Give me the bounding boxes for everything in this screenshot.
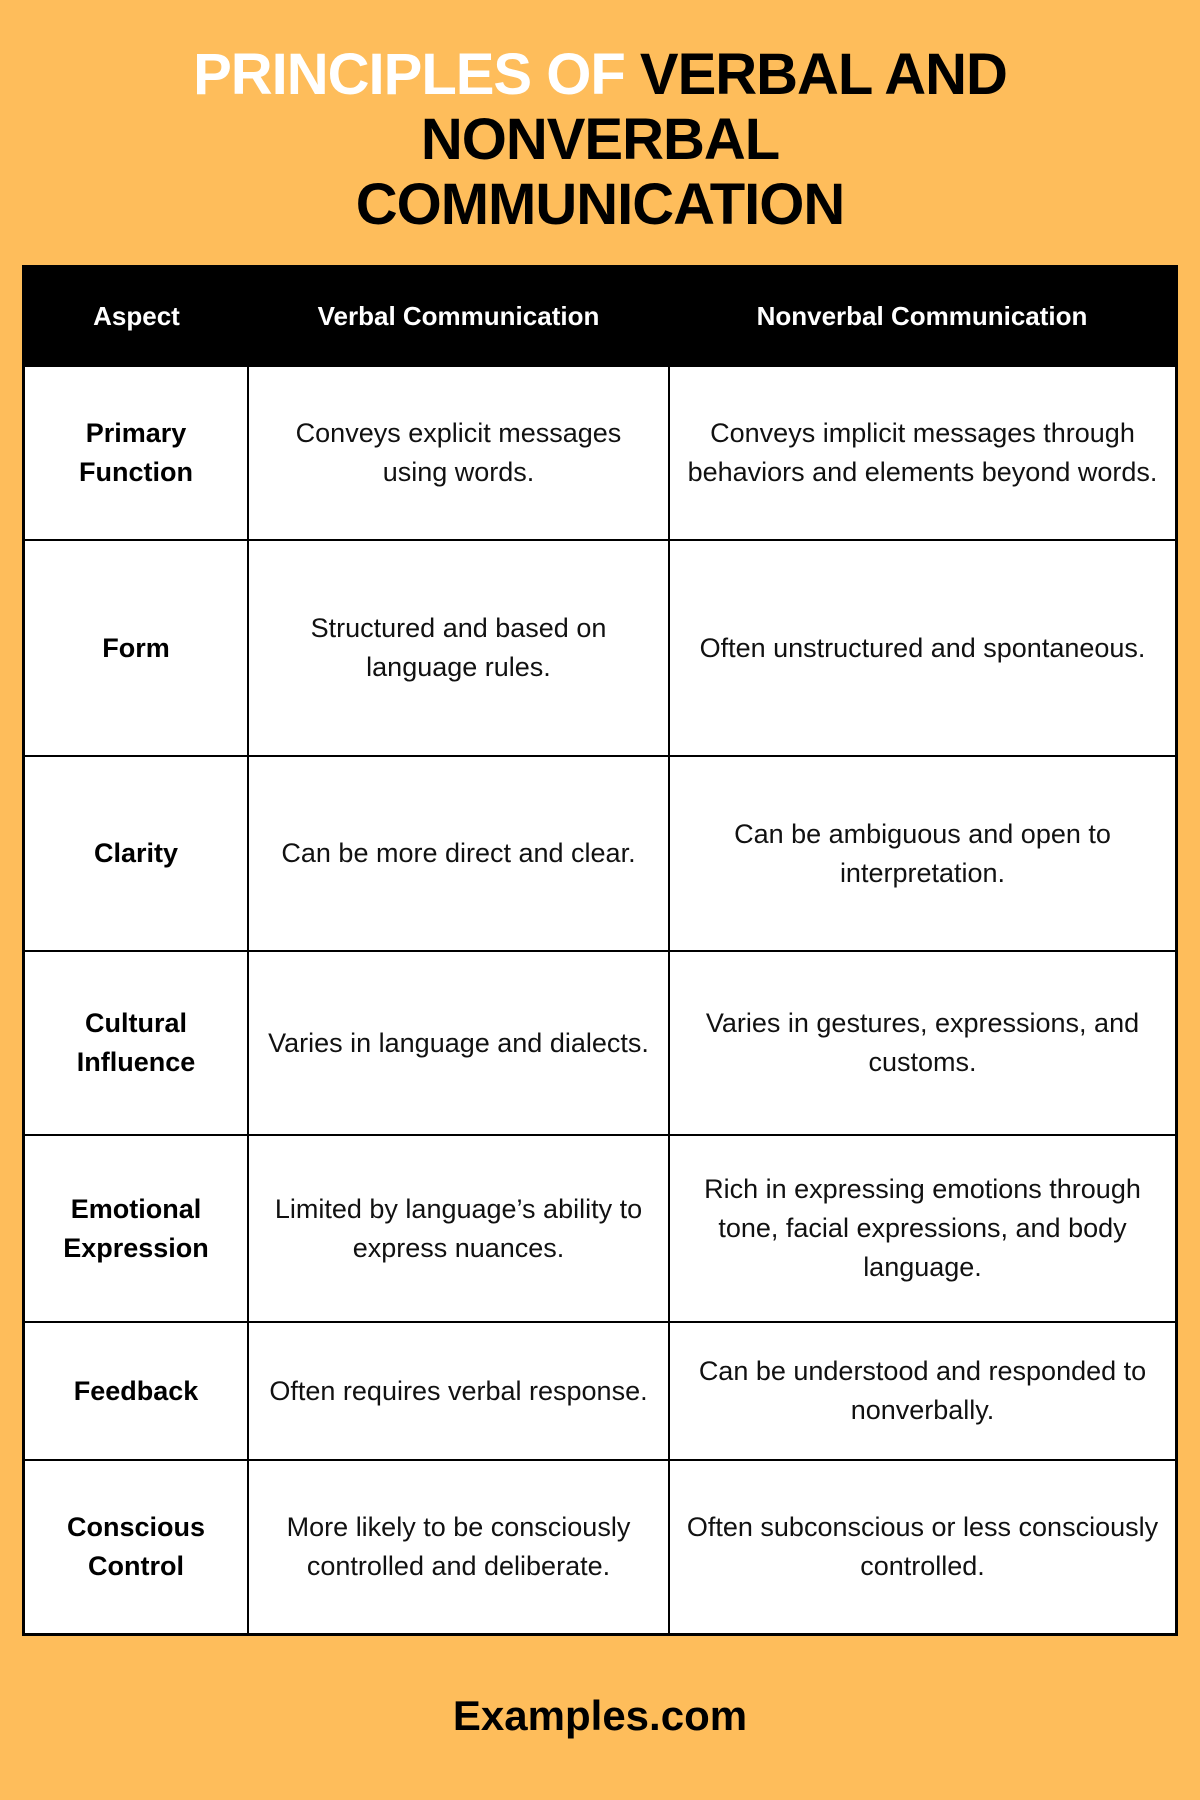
header-verbal: Verbal Communication xyxy=(248,267,669,367)
nonverbal-cell: Often unstructured and spontaneous. xyxy=(669,540,1177,756)
header-nonverbal: Nonverbal Communication xyxy=(669,267,1177,367)
aspect-cell: Form xyxy=(24,540,249,756)
comparison-table xyxy=(22,265,1178,1636)
verbal-cell: Limited by language’s ability to express nuances. xyxy=(248,1135,669,1322)
aspect-cell: Conscious Control xyxy=(24,1460,249,1634)
verbal-cell: Varies in language and dialects. xyxy=(248,951,669,1135)
table-header-row xyxy=(24,267,1177,367)
aspect-cell: Clarity xyxy=(24,756,249,951)
nonverbal-cell: Conveys implicit messages through behaviors and elements beyond words. xyxy=(669,366,1177,540)
nonverbal-cell: Can be ambiguous and open to interpretation. xyxy=(669,756,1177,951)
header-aspect: Aspect xyxy=(24,267,249,367)
nonverbal-cell: Can be understood and responded to nonverbally. xyxy=(669,1322,1177,1460)
table-row xyxy=(24,366,1177,540)
title-line-3: COMMUNICATION xyxy=(355,172,845,237)
page-title xyxy=(0,42,1200,237)
verbal-cell: Can be more direct and clear. xyxy=(248,756,669,951)
table-row xyxy=(24,1460,1177,1634)
title-part-white: PRINCIPLES OF xyxy=(193,42,640,107)
aspect-cell: Emotional Expression xyxy=(24,1135,249,1322)
aspect-cell: Feedback xyxy=(24,1322,249,1460)
verbal-cell: Conveys explicit messages using words. xyxy=(248,366,669,540)
verbal-cell: More likely to be consciously controlled and deliberate. xyxy=(248,1460,669,1634)
table-row xyxy=(24,951,1177,1135)
aspect-cell: Cultural Influence xyxy=(24,951,249,1135)
footer-brand: Examples.com xyxy=(452,1692,748,1739)
nonverbal-cell: Rich in expressing emotions through tone, facial expressions, and body language. xyxy=(669,1135,1177,1322)
table-row xyxy=(24,1135,1177,1322)
title-part-black: VERBAL AND xyxy=(639,42,1007,107)
title-line-2: NONVERBAL xyxy=(420,107,780,172)
table-row xyxy=(24,756,1177,951)
verbal-cell: Structured and based on language rules. xyxy=(248,540,669,756)
nonverbal-cell: Often subconscious or less consciously controlled. xyxy=(669,1460,1177,1634)
table-row xyxy=(24,1322,1177,1460)
verbal-cell: Often requires verbal response. xyxy=(248,1322,669,1460)
table-row xyxy=(24,540,1177,756)
nonverbal-cell: Varies in gestures, expressions, and customs. xyxy=(669,951,1177,1135)
aspect-cell: Primary Function xyxy=(24,366,249,540)
